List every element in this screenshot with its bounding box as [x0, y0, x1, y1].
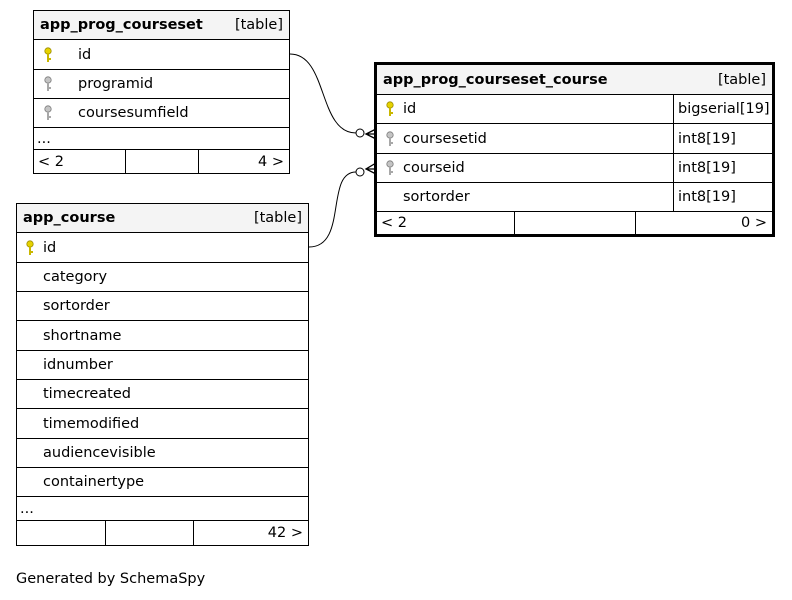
primary-key-icon [34, 47, 62, 63]
primary-key-icon [17, 240, 43, 256]
column-name: timemodified [43, 415, 140, 432]
column-name: id [403, 101, 417, 117]
table-name: app_prog_courseset_course [383, 71, 608, 88]
column-row-sortorder[interactable] [377, 183, 772, 212]
foreign-key-icon [34, 105, 62, 121]
column-name: coursesumfield [78, 105, 189, 121]
table-header[interactable] [17, 204, 308, 233]
column-row-shortname[interactable] [17, 321, 308, 351]
rows-count [126, 150, 199, 173]
table-header[interactable] [377, 65, 772, 95]
column-row-coursesetid[interactable] [377, 124, 772, 154]
table-name: app_course [23, 210, 116, 226]
column-name: containertype [43, 474, 145, 490]
column-name: sortorder [43, 298, 110, 314]
column-type: int8[19] [673, 183, 772, 211]
zero-many-circle-courseid [356, 168, 364, 176]
column-name: category [43, 269, 108, 285]
connector-courseset-id-to-coursesetid [290, 54, 356, 133]
parents-count [17, 521, 106, 545]
table-app-prog-courseset-course[interactable] [374, 62, 775, 237]
column-name: sortorder [403, 189, 470, 205]
column-row-containertype[interactable] [17, 468, 308, 497]
column-name: audiencevisible [43, 445, 156, 461]
column-row-category[interactable] [17, 263, 308, 292]
column-row-id[interactable] [17, 233, 308, 263]
column-name: id [78, 46, 92, 63]
column-row-courseid[interactable] [377, 154, 772, 183]
column-name: timecreated [43, 386, 131, 402]
children-count[interactable]: 0 > [741, 215, 767, 231]
column-row-idnumber[interactable] [17, 351, 308, 380]
column-type: int8[19] [673, 154, 772, 182]
parents-count[interactable]: < 2 [34, 150, 126, 173]
children-count[interactable]: 42 > [267, 525, 303, 541]
column-name: coursesetid [403, 130, 487, 147]
column-row-id[interactable] [377, 95, 772, 124]
table-app-prog-courseset[interactable] [33, 10, 290, 174]
column-row-id[interactable] [34, 40, 289, 70]
rows-count [106, 521, 194, 545]
zero-many-circle-coursesetid [356, 129, 364, 137]
column-row-programid[interactable] [34, 70, 289, 99]
column-type: bigserial[19] [673, 95, 772, 123]
table-header[interactable] [34, 11, 289, 40]
column-name: courseid [403, 160, 465, 176]
foreign-key-icon [377, 160, 403, 176]
rows-count [515, 212, 636, 234]
table-kind: [table] [234, 17, 283, 33]
column-name: programid [78, 76, 154, 92]
column-row-timecreated[interactable] [17, 380, 308, 409]
column-type: int8[19] [673, 124, 772, 153]
more-columns-ellipsis: ... [17, 497, 308, 521]
column-name: idnumber [43, 357, 113, 373]
table-kind: [table] [253, 210, 302, 226]
column-row-sortorder[interactable] [17, 292, 308, 321]
column-row-audiencevisible[interactable] [17, 439, 308, 468]
foreign-key-icon [34, 76, 62, 92]
parents-count[interactable]: < 2 [377, 212, 515, 234]
table-kind: [table] [717, 71, 766, 88]
column-name: id [43, 239, 57, 256]
more-columns-ellipsis: ... [34, 128, 289, 150]
column-name: shortname [43, 327, 122, 344]
children-count[interactable]: 4 > [258, 153, 284, 170]
primary-key-icon [377, 101, 403, 117]
table-footer [377, 212, 772, 234]
foreign-key-icon [377, 131, 403, 147]
table-footer [34, 150, 289, 173]
table-name: app_prog_courseset [40, 17, 203, 33]
column-row-coursesumfield[interactable] [34, 99, 289, 128]
generated-by-note: Generated by SchemaSpy [16, 571, 206, 587]
column-row-timemodified[interactable] [17, 409, 308, 439]
table-footer [17, 521, 308, 545]
connector-course-id-to-courseid [309, 172, 356, 247]
table-app-course[interactable] [16, 203, 309, 546]
